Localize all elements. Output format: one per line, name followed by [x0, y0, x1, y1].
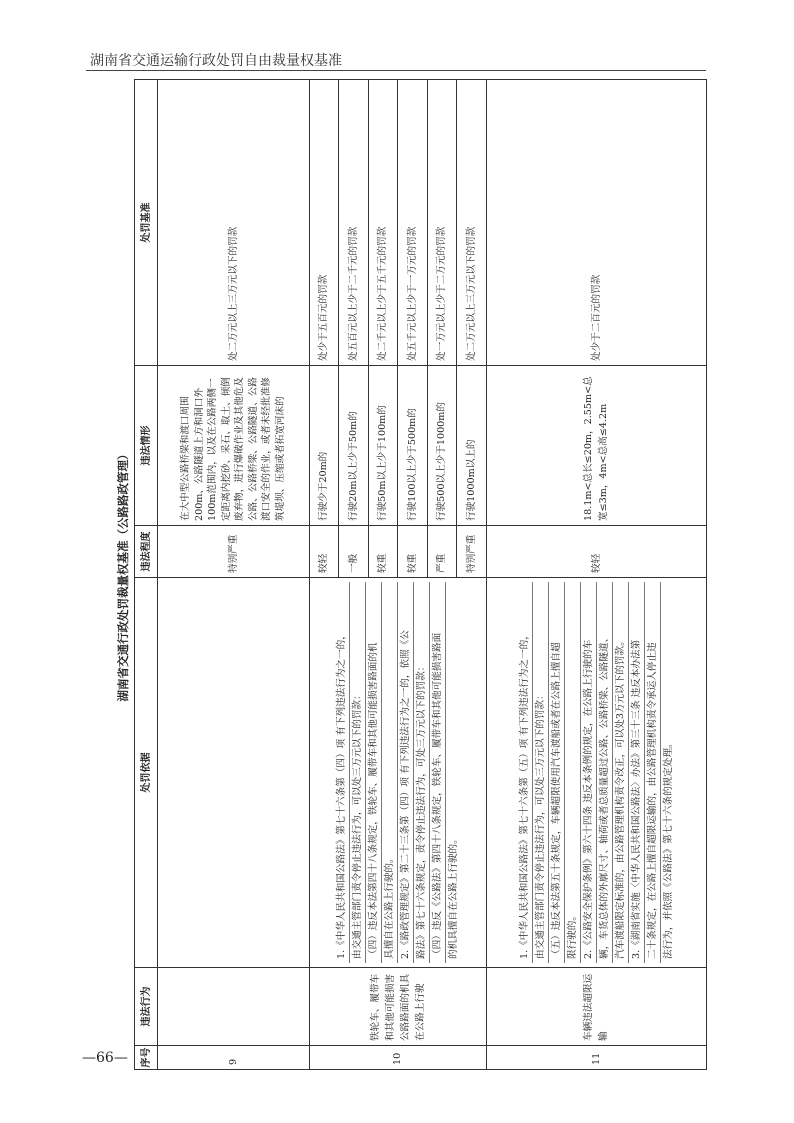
table-title: 湖南省交通行政处罚裁量权基准（公路路政管理） — [116, 448, 130, 702]
row-degree: 严重 — [427, 526, 457, 578]
row-standard: 处少于二百元的罚款 — [486, 80, 706, 366]
running-header: 湖南省交通运输行政处罚自由裁量权基准 — [90, 53, 342, 69]
basis-line: 汽车渡船限定标准的，由公路管理机构责令改正，可以处3万元以下的罚款。 — [612, 582, 628, 963]
row-circumstance: 行驶500以上少于1000m的 — [427, 366, 457, 526]
row-circumstance: 行驶50m以上少于100m的 — [368, 366, 398, 526]
row-standard: 处二万元以上三万元以下的罚款 — [158, 80, 310, 366]
col-header-basis: 处罚依据 — [135, 578, 158, 968]
rotated-table-sheet — [112, 80, 707, 1070]
row-circumstance: 行驶20m以上少于50m的 — [339, 366, 369, 526]
row-degree: 较重 — [368, 526, 398, 578]
basis-line: 二十条规定，在公路上擅自超限运输的，由公路管理机构责令承运人停止违 — [644, 582, 660, 963]
basis-line: 2.《路政管理规定》第二十三条第（四）项 有下列违法行为之一的，依照《公 — [397, 582, 413, 963]
row-seq: 11 — [486, 1046, 706, 1070]
row-degree: 较轻 — [309, 526, 339, 578]
row-behavior: 车辆违法超限运输 — [486, 968, 706, 1046]
row-standard: 处五百元以上少于二千元的罚款 — [339, 80, 369, 366]
basis-line: 限行驶的。 — [564, 582, 580, 963]
table-header-row — [135, 80, 158, 1070]
row-standard: 处一万元以上少于二万元的罚款 — [427, 80, 457, 366]
row-basis — [309, 578, 486, 968]
basis-line: （四）违反《公路法》第四十八条规定，铁轮车、履带车和其他可能损害路面 — [429, 582, 445, 963]
table-row — [486, 80, 706, 1070]
col-header-circumstance: 违法情形 — [135, 366, 158, 526]
col-header-degree: 违法程度 — [135, 526, 158, 578]
col-header-seq: 序号 — [135, 1046, 158, 1070]
basis-line: 1.《中华人民共和国公路法》第七十六条第（四）项 有下列违法行为之一的， — [336, 630, 348, 959]
col-header-behavior: 违法行为 — [135, 968, 158, 1046]
row-circumstance: 行驶100以上少于500m的 — [398, 366, 428, 526]
row-degree: 特别严重 — [158, 526, 310, 578]
row-degree: 特别严重 — [457, 526, 487, 578]
basis-line: 路法》第七十六条规定，责令停止违法行为，可处三万元以下的罚款： — [413, 582, 429, 963]
row-circumstance: 在大中型公路桥梁和渡口周围200m、公路隧道上方和洞口外100m范围内，以及在公路两侧一定距离内挖砂、采石、取土、倾倒废弃物，进行爆破作业及其他危及公路、公路桥梁、公路隧道、公路渡口安全的作业，或者未经批准修筑堤坝、压缩或者拓宽河床的 — [158, 366, 310, 526]
row-basis-empty — [158, 578, 310, 968]
row-degree: 一般 — [339, 526, 369, 578]
header-rule — [86, 70, 706, 71]
basis-line: 2.《公路安全保护条例》第六十四条 违反本条例的规定，在公路上行驶的车 — [580, 582, 596, 963]
basis-line: 具擅自在公路上行驶的。 — [381, 582, 397, 963]
basis-line: （五）违反本法第五十条规定，车辆超限使用汽车渡船或者在公路上擅自超 — [548, 582, 564, 963]
row-degree: 较轻 — [486, 526, 706, 578]
basis-line: 的机具擅自在公路上行驶的。 — [445, 582, 461, 963]
row-standard: 处五千元以上少于一万元的罚款 — [398, 80, 428, 366]
row-seq: 10 — [309, 1046, 486, 1070]
basis-line: 由交通主管部门责令停止违法行为，可以处三万元以下的罚款： — [349, 582, 365, 963]
basis-line: （四）违反本法第四十八条规定，铁轮车、履带车和其他可能损害路面的机 — [365, 582, 381, 963]
penalty-standards-table — [134, 79, 707, 1070]
row-circumstance: 18.1m<总长≤20m，2.55m<总宽≤3m，4m<总高≤4.2m — [486, 366, 706, 526]
row-degree: 较重 — [398, 526, 428, 578]
row-behavior: 铁轮车、履带车和其他可能损害公路路面的机具在公路上行驶 — [309, 968, 486, 1046]
page-number: —66— — [82, 1050, 128, 1066]
table-row — [158, 80, 310, 1070]
basis-line: 辆，车货总体的外廓尺寸、轴荷或者总质量超过公路、公路桥梁、公路隧道、 — [596, 582, 612, 963]
row-behavior-empty — [158, 968, 310, 1046]
basis-line: 由交通主管部门责令停止违法行为，可以处三万元以下的罚款： — [532, 582, 548, 963]
row-circumstance: 行驶1000m以上的 — [457, 366, 487, 526]
basis-line: 3.《湖南省实施〈中华人民共和国公路法〉办法》第三十三条 违反本办法第 — [628, 582, 644, 963]
table-row — [309, 80, 339, 1070]
row-circumstance: 行驶少于20m的 — [309, 366, 339, 526]
row-basis — [486, 578, 706, 968]
row-seq: 9 — [158, 1046, 310, 1070]
col-header-standard: 处罚基准 — [135, 80, 158, 366]
basis-line: 1.《中华人民共和国公路法》第七十六条第（五）项 有下列违法行为之一的， — [518, 630, 530, 959]
row-standard: 处二万元以上三万元以下的罚款 — [457, 80, 487, 366]
row-standard: 处少于五百元的罚款 — [309, 80, 339, 366]
basis-line: 法行为，并依照《公路法》第七十六条的规定处理。 — [660, 582, 676, 963]
row-standard: 处二千元以上少于五千元的罚款 — [368, 80, 398, 366]
